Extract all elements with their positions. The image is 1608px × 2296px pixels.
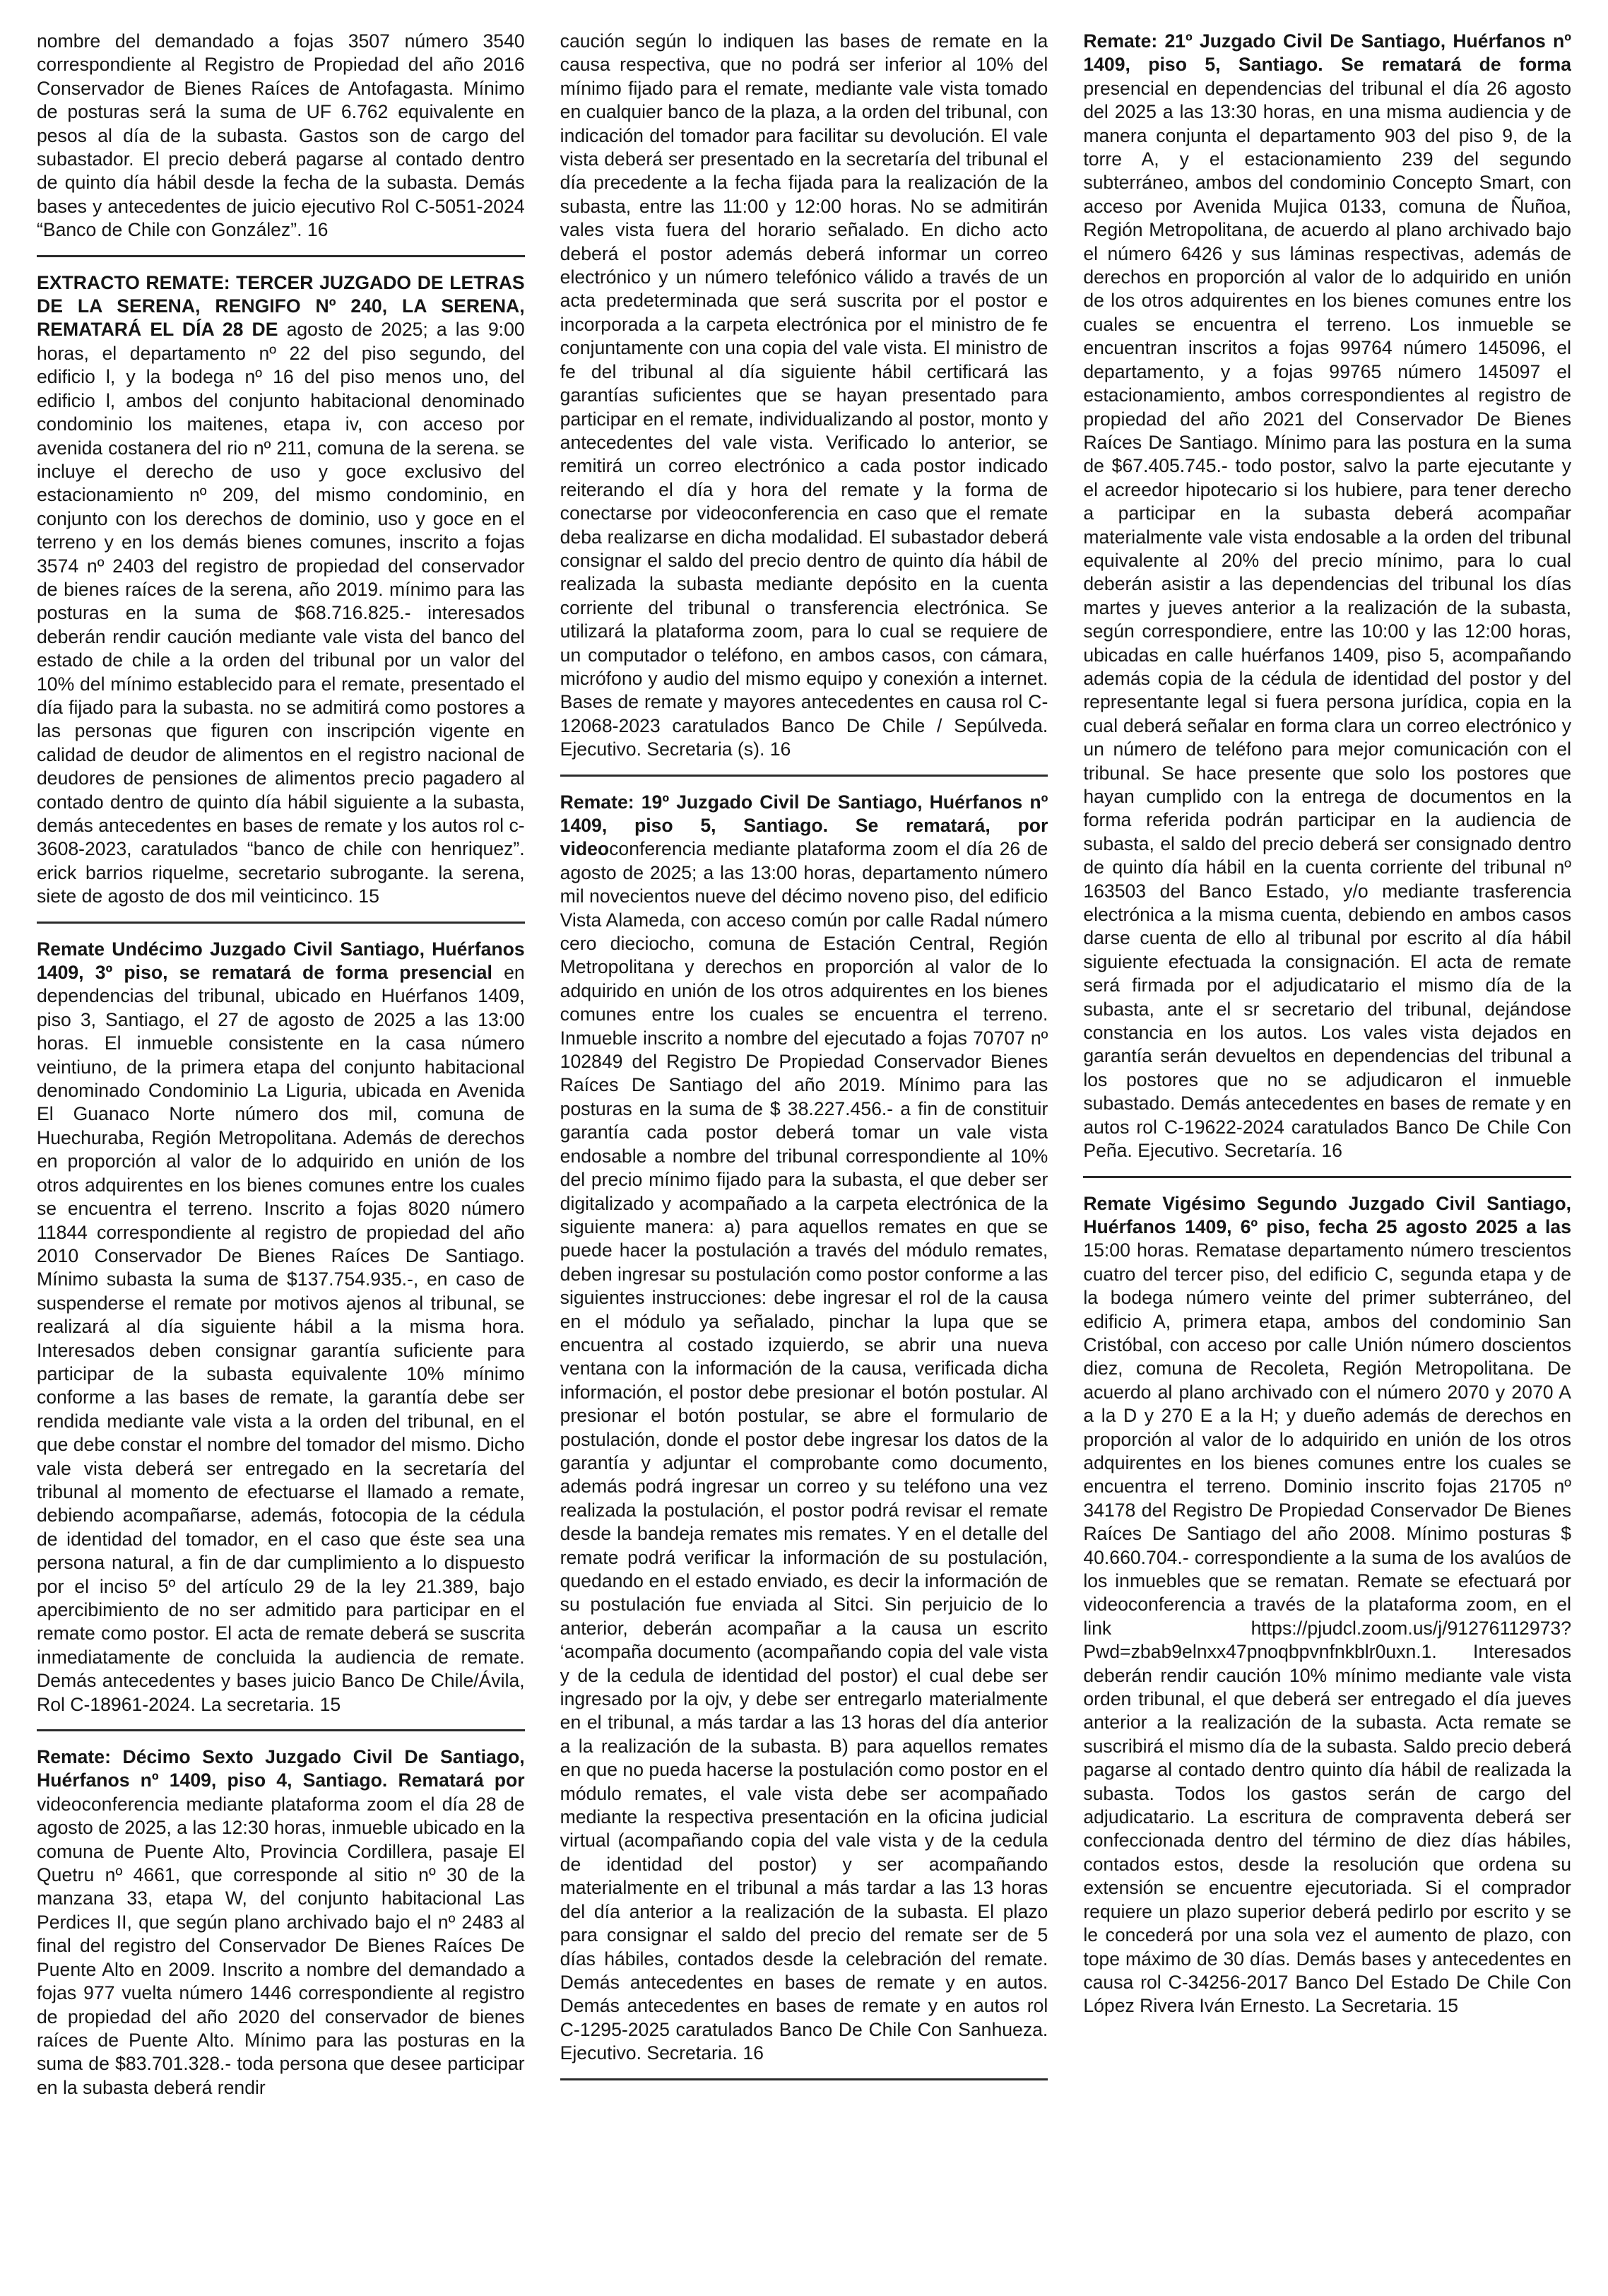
column-1 (37, 30, 525, 2270)
notice-19-juzgado (560, 791, 1048, 2066)
notice-21-juzgado (1083, 30, 1571, 1163)
notice-undecimo-juzgado (37, 938, 525, 1717)
notice-body: agosto de 2025; a las 9:00 horas, el departamento nº 22 del piso segundo, del edificio l, y la bodega nº 16 del piso menos uno, del edificio l, ambos del conjunto habitacional denominado condominio los maitenes, etapa iv, con acceso por avenida costanera del rio nº 211, comuna de la serena. se incluye el derecho de uso y goce exclusivo del estacionamiento nº 209, del mismo condominio, en conjunto con los derechos de dominio, uso y goce en el terreno y en los demás bienes comunes, inscrito a fojas 3574 nº 2403 del registro de propiedad del conservador de bienes raíces de la serena, año 2019. mínimo para las posturas en la suma de $68.716.825.- interesados deberán rendir caución mediante vale vista del banco del estado de chile a la orden del tribunal por un valor del 10% del mínimo establecido para el remate, presentado el día fijado para la subasta. no se admitirá como postores a las personas que figuren con inscripción vigente en calidad de deudor de alimentos en el registro nacional de deudores de pensiones de alimentos precio pagadero al contado dentro de quinto día hábil siguiente a la subasta, demás antecedentes en bases de remate y los autos rol c-3608-2023, caratulados “banco de chile con henriquez”. erick barrios riquelme, secretario subrogante. la serena, siete de agosto de dos mil veinticinco. 15 (37, 319, 525, 907)
notice-vigesimo-segundo-juzgado (1083, 1192, 1571, 2018)
notice-continued (560, 30, 1048, 762)
notice-body: caución según lo indiquen las bases de remate en la causa respectiva, que no podrá ser inferior al 10% del mínimo fijado para el remate, mediante vale vista tomado en cualquier banco de la plaza, a la orden del tribunal, con indicación del tomador para facilitar su devolución. El vale vista deberá ser presentado en la secretaría del tribunal el día precedente a la fecha fijada para la realización de la subasta, entre las 11:00 y 12:00 horas. No se admitirán vales vista fuera del horario señalado. En dicho acto deberá el postor además deberá informar un correo electrónico y un número telefónico válido a través de un acta predeterminada que será suscrita por el postor e incorporada a la carpeta electrónica por el ministro de fe conjuntamente con una copia del vale vista. El ministro de fe del tribunal al día siguiente hábil certificará las garantías suficientes que se hayan presentado para participar en el remate, individualizando al postor, monto y antecedentes del vale vista. Verificado lo anterior, se remitirá un correo electrónico a cada postor indicado reiterando el día y hora del remate y la forma de conectarse por videoconferencia en caso que el remate deba realizarse en dicha modalidad. El subastador deberá consignar el saldo del precio dentro de quinto día hábil de realizada la subasta mediante depósito en la cuenta corriente del tribunal o transferencia electrónica. Se utilizará la plataforma zoom, para lo cual se requiere de un computador o teléfono, en ambos casos, con cámara, micrófono y audio del mismo equipo y conexión a internet. Bases de remate y mayores antecedentes en causa rol C-12068-2023 caratulados Banco De Chile / Sepúlveda. Ejecutivo. Secretaria (s). 16 (560, 30, 1048, 760)
notice-heading: Remate Vigésimo Segundo Juzgado Civil Santiago, Huérfanos 1409, 6º piso, fecha 25 agosto 2025 a las (1083, 1192, 1571, 1237)
notice-body: conferencia mediante plataforma zoom el día 26 de agosto de 2025; a las 13:00 horas, departamento número mil novecientos nueve del décimo noveno piso, del edificio Vista Alameda, con acceso común por calle Radal número cero dieciocho, comuna de Estación Central, Región Metropolitana y derechos en proporción al valor de lo adquirido en unión de los otros adquirentes en los bienes comunes entre los cuales se encuentra el terreno. Inmueble inscrito a nombre del ejecutado a fojas 70707 nº 102849 del Registro De Propiedad Conservador Bienes Raíces De Santiago del año 2019. Mínimo para las posturas en la suma de $ 38.227.456.- a fin de constituir garantía cada postor deberá tomar un vale vista endosable a nombre del tribunal correspondiente al 10% del precio mínimo fijado para la subasta, el que deber ser digitalizado y acompañado a la carpeta electrónica de la siguiente manera: a) para aquellos remates en que se puede hacer la postulación a través del módulo remates, deben ingresar su postulación como postor conforme a las siguientes instrucciones: debe ingresar el rol de la causa en el módulo ya señalado, pinchar la lupa que se encuentra al costado izquierdo, se abrir una nueva ventana con la información de la causa, verificada dicha información, el postor debe presionar el botón postular. Al presionar el botón postular, se abre el formulario de postulación, donde el postor debe ingresar los datos de la garantía y adjuntar el comprobante como documento, además podrá ingresar un correo y su teléfono una vez realizada la postulación, el postor podrá revisar el remate desde la bandeja remates mis remates. Y en el detalle del remate podrá verificar la información de su postulación, quedando en el estado enviado, es decir la información de su postulación fue enviada al Sitci. Sin perjuicio de lo anterior, deberán acompañar a la causa un escrito ‘acompaña documento (acompañando copia del vale vista y de la cedula de identidad del postor) el cual debe ser ingresado por la ojv, y debe ser entregarlo materialmente en el tribunal, a más tardar a las 13 horas del día anterior a la realización de la subasta. B) para aquellos remates en que no pueda hacerse la postulación como postor en el módulo remates, el vale vista debe ser acompañado mediante la respectiva presentación en la oficina judicial virtual (acompañando copia del vale vista y de la cedula de identidad del postor) y ser acompañando materialmente en el tribunal a más tardar a las 13 horas del día anterior a la realización de la subasta. El plazo para consignar el saldo del precio del remate ser de 5 días hábiles, contados desde la celebración del remate. Demás antecedentes en bases de remate y en autos. Demás antecedentes en bases de remate y en autos rol C-1295-2025 caratulados Banco De Chile Con Sanhueza. Ejecutivo. Secretaria. 16 (560, 838, 1048, 2064)
notice-body: videoconferencia mediante plataforma zoom el día 28 de agosto de 2025, a las 12:30 horas, inmueble ubicado en la comuna de Puente Alto, Provincia Cordillera, pasaje El Quetru nº 4661, que corresponde al sitio nº 30 de la manzana 33, etapa W, del conjunto habitacional Las Perdices II, que según plano archivado bajo el nº 2483 al final del registro del Conservador De Bienes Raíces De Puente Alto en 2009. Inscrito a nombre del demandado a fojas 977 vuelta número 1446 correspondiente al registro de propiedad del año 2020 del conservador de bienes raíces de Puente Alto. Mínimo para las posturas en la suma de $83.701.328.- toda persona que desee participar en la subasta deberá rendir (37, 1793, 525, 2098)
separator-rule (37, 922, 525, 924)
notice-body: en dependencias del tribunal, ubicado en Huérfanos 1409, piso 3, Santiago, el 27 de agosto de 2025 a las 13:00 horas. El inmueble consistente en la casa número veintiuno, de la primera etapa del conjunto habitacional denominado Condominio La Liguria, ubicada en Avenida El Guanaco Norte número dos mil, comuna de Huechuraba, Región Metropolitana. Además de derechos en proporción al valor de lo adquirido en unión de los otros adquirentes en los bienes comunes entre los cuales se encuentra el terreno. Inscrito a fojas 8020 número 11844 correspondiente al registro de propiedad del año 2010 Conservador De Bienes Raíces De Santiago. Mínimo subasta la suma de $137.754.935.-, en caso de suspenderse el remate por motivos ajenos al tribunal, se realizará al día siguiente hábil a la misma hora. Interesados deben consignar garantía suficiente para participar de la subasta equivalente 10% mínimo conforme a las bases de remate, la garantía debe ser rendida mediante vale vista a la orden del tribunal, en el que debe constar el nombre del tomador del mismo. Dicho vale vista deberá ser entregado en la secretaría del tribunal al momento de efectuarse el llamado a remate, debiendo acompañarse, además, fotocopia de la cédula de identidad del tomador, en el caso que éste sea una persona natural, a fin de dar cumplimiento a lo dispuesto por el inciso 5º del artículo 29 de la ley 21.389, bajo apercibimiento de no ser admitido para participar en el remate como postor. El acta de remate deberá se suscrita inmediatamente de concluida la audiencia de remate. Demás antecedentes y bases juicio Banco De Chile/Ávila, Rol C-18961-2024. La secretaria. 15 (37, 962, 525, 1715)
separator-rule (1083, 1176, 1571, 1178)
classifieds-page (37, 30, 1571, 2270)
notice-tercer-juzgado-la-serena (37, 271, 525, 909)
notice-heading: Remate: Décimo Sexto Juzgado Civil De Santiago, Huérfanos nº 1409, piso 4, Santiago. Rematará por (37, 1746, 525, 1791)
notice-heading: Remate: 19º Juzgado Civil De Santiago, Huérfanos nº 1409, piso 5, Santiago. Se rematará, por video (560, 791, 1048, 860)
notice-body: 15:00 horas. Rematase departamento número trescientos cuatro del tercer piso, del edificio C, segunda etapa y de la bodega número veinte del primer subterráneo, del edificio A, primera etapa, ambos del condominio San Cristóbal, con acceso por calle Unión número doscientos diez, comuna de Recoleta, Región Metropolitana. De acuerdo al plano archivado con el número 2070 y 2070 A a la D y 270 E a la H; y dueño además de derechos en proporción al valor de lo adquirido en unión de los otros adquirentes en los bienes comunes entre los cuales se encuentra el terreno. Dominio inscrito fojas 21705 nº 34178 del Registro De Propiedad Conservador De Bienes Raíces De Santiago del año 2008. Mínimo posturas $ 40.660.704.- correspondiente a la suma de los avalúos de los inmuebles que se rematan. Remate se efectuará por videoconferencia a través de la plataforma zoom, en el link https://pjudcl.zoom.us/j/91276112973?Pwd=zbab9elnxx47pnoqbpvnfnkblr0uxn.1. Interesados deberán rendir caución 10% mínimo mediante vale vista orden tribunal, el que deberá ser entregado el día jueves anterior a la realización de la subasta. Acta remate se suscribirá el mismo día de la subasta. Saldo precio deberá pagarse al contado dentro quinto día hábil de realizada la subasta. Todos los gastos serán de cargo del adjudicatario. La escritura de compraventa deberá ser confeccionada dentro del término de diez días hábiles, contados estos, desde la resolución que ordena su extensión se encuentre ejecutoriada. Si el comprador requiere un plazo superior deberá pedirlo por escrito y se le concederá por una sola vez el aumento de plazo, con tope máximo de 30 días. Demás bases y antecedentes en causa rol C-34256-2017 Banco Del Estado De Chile Con López Rivera Iván Ernesto. La Secretaria. 15 (1083, 1240, 1571, 2017)
separator-rule (37, 255, 525, 257)
notice-heading: Remate: 21º Juzgado Civil De Santiago, Huérfanos nº 1409, piso 5, Santiago. Se rematará de forma (1083, 30, 1571, 76)
notice-heading: Remate Undécimo Juzgado Civil Santiago, Huérfanos 1409, 3º piso, se rematará de forma presencial (37, 938, 525, 984)
notice-continued (37, 30, 525, 242)
notice-decimo-sexto-juzgado (37, 1745, 525, 2100)
notice-heading: EXTRACTO REMATE: TERCER JUZGADO DE LETRAS DE LA SERENA, RENGIFO Nº 240, LA SERENA, REMATARÁ EL DÍA 28 DE (37, 271, 525, 341)
column-3 (1083, 30, 1571, 2270)
separator-rule (37, 1729, 525, 1731)
separator-rule (560, 2078, 1048, 2080)
notice-body: presencial en dependencias del tribunal el día 26 agosto del 2025 a las 13:30 horas, en una misma audiencia y de manera conjunta el departamento 903 del piso 9, de la torre A, y el estacionamiento 239 del segundo subterráneo, ambos del condominio Concepto Smart, con acceso por Avenida Mujica 0133, comuna de Ñuñoa, Región Metropolitana, de acuerdo al plano archivado bajo el número 6426 y sus láminas respectivas, además de derechos en proporción al valor de lo adquirido en unión de los otros adquirentes en los bienes comunes entre los cuales se encuentra el terreno. Los inmueble se encuentran inscritos a fojas 99764 número 145096, el departamento, y a fojas 99765 número 145097 el estacionamiento, ambos correspondientes al registro de propiedad del año 2021 del Conservador De Bienes Raíces De Santiago. Mínimo para las postura en la suma de $67.405.745.- todo postor, salvo la parte ejecutante y el acreedor hipotecario si los hubiere, para tener derecho a participar en la subasta deberá acompañar materialmente vale vista endosable a la orden del tribunal equivalente al 20% del precio mínimo, para lo cual deberán asistir a las dependencias del tribunal los días martes y jueves anterior a la realización de la subasta, según correspondiere, entre las 10:00 y las 12:00 horas, ubicadas en calle huérfanos 1409, piso 5, acompañando además copia de la cédula de identidad del postor y del representante legal si fuera persona jurídica, copia en la cual deberá señalar en forma clara un correo electrónico y un número de teléfono para mejor comunicación con el tribunal. Se hace presente que solo los postores que hayan cumplido con la entrega de documentos en la forma referida podrán participar en la audiencia de subasta, el saldo del precio deberá ser consignado dentro de quinto día hábil en la cuenta corriente del tribunal nº 163503 del Banco Estado, y/o mediante trasferencia electrónica a la misma cuenta, debiendo en ambos casos darse cuenta de ello al tribunal por escrito al día hábil siguiente efectuada la consignación. El acta de remate será firmada por el adjudicatario el mismo día de la subasta, ante el sr secretario del tribunal, dejándose constancia en los autos. Los vales vista dejados en garantía serán devueltos en dependencias del tribunal a los postores que no se adjudicaron el inmueble subastado. Demás antecedentes en bases de remate y en autos rol C-19622-2024 caratulados Banco De Chile Con Peña. Ejecutivo. Secretaría. 16 (1083, 77, 1571, 1162)
separator-rule (560, 775, 1048, 777)
column-2 (560, 30, 1048, 2270)
notice-body: nombre del demandado a fojas 3507 número 3540 correspondiente al Registro de Propiedad del año 2016 Conservador de Bienes Raíces de Antofagasta. Mínimo de posturas será la suma de UF 6.762 equivalente en pesos al día de la subasta. Gastos son de cargo del subastador. El precio deberá pagarse al contado dentro de quinto día hábil desde la fecha de la subasta. Demás bases y antecedentes de juicio ejecutivo Rol C-5051-2024 “Banco de Chile con González”. 16 (37, 30, 525, 241)
